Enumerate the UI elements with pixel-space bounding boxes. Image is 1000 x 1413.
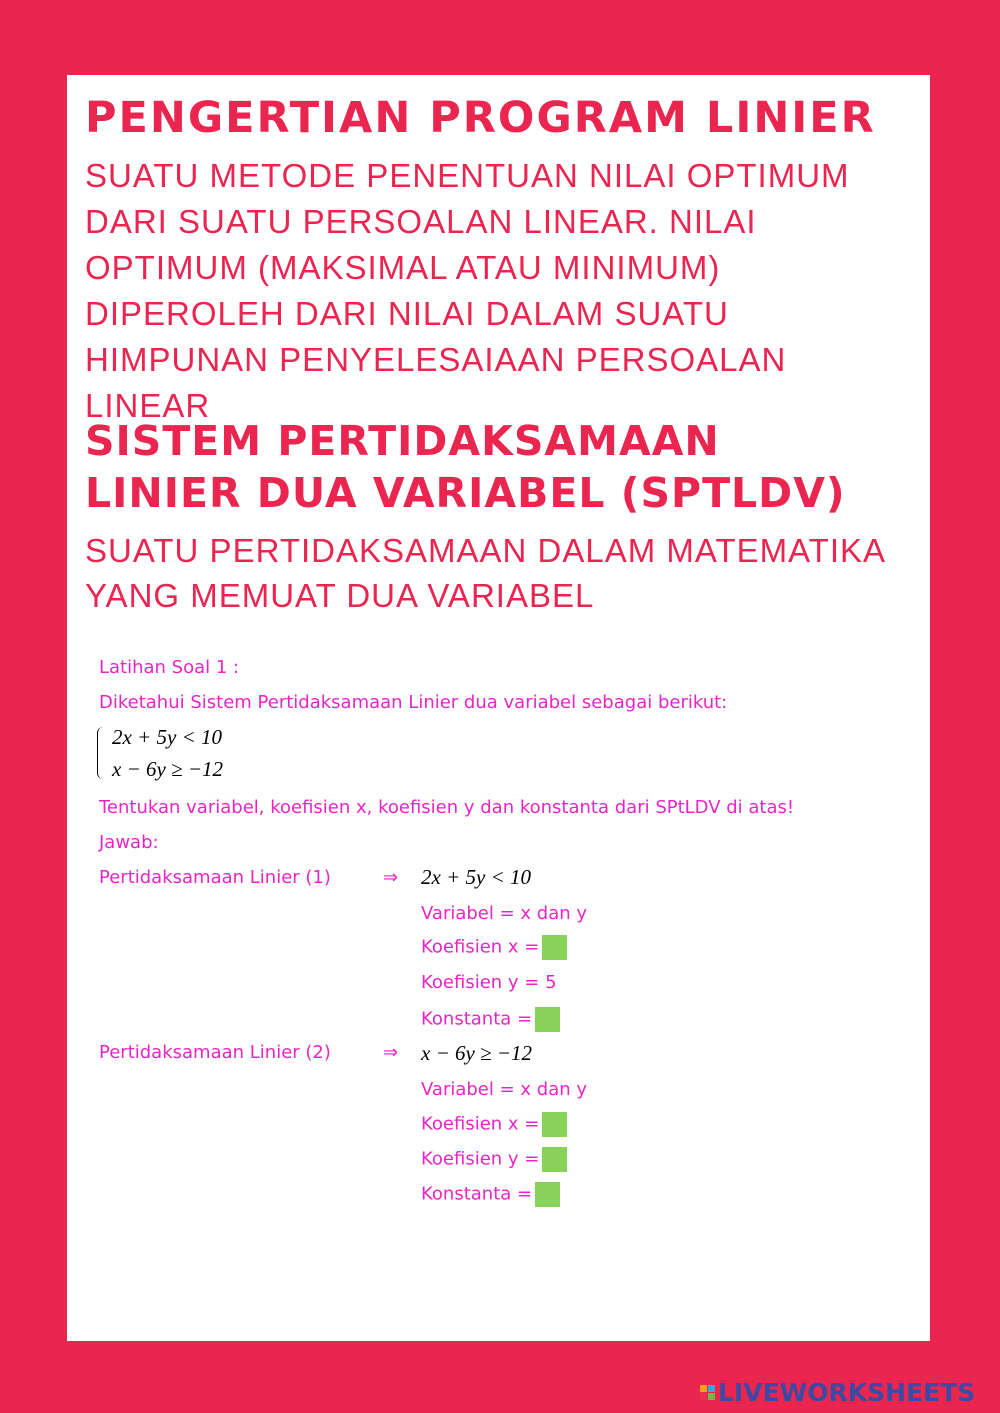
konstanta-label: Konstanta = (421, 1183, 533, 1205)
inequality-2-koef-y (421, 1147, 567, 1172)
liveworksheets-logo-icon (700, 1385, 715, 1400)
inequality-1-koef-y: Koefisien y = 5 (421, 972, 557, 993)
inequality-2-label: Pertidaksamaan Linier (2) (99, 1042, 331, 1063)
inequality-1-variabel: Variabel = x dan y (421, 903, 588, 924)
section1-title: PENGERTIAN PROGRAM LINIER (85, 93, 876, 143)
implies-arrow-icon: ⇒ (383, 867, 399, 888)
inequality-2-equation: x − 6y ≥ −12 (421, 1041, 533, 1065)
konstanta-label: Konstanta = (421, 1008, 533, 1030)
system-equation-2: x − 6y ≥ −12 (112, 757, 224, 781)
system-brace (97, 727, 106, 779)
inequality-1-label: Pertidaksamaan Linier (1) (99, 867, 331, 888)
answer-box-konstanta-1[interactable] (535, 1007, 560, 1032)
inequality-2-konstanta (421, 1182, 560, 1207)
answer-box-koef-x-2[interactable] (542, 1112, 567, 1137)
inequality-2-variabel: Variabel = x dan y (421, 1079, 588, 1100)
section2-title (85, 415, 925, 519)
implies-arrow-icon: ⇒ (383, 1042, 399, 1063)
exercise-heading: Latihan Soal 1 : (99, 657, 240, 678)
section1-body: SUATU METODE PENENTUAN NILAI OPTIMUM DARI SUATU PERSOALAN LINEAR. NILAI OPTIMUM (MAKSIMAL ATAU MINIMUM) DIPEROLEH DARI NILAI DALAM SUATU HIMPUNAN PENYELESAIAAN PERSOALAN LINEAR (85, 157, 850, 424)
inequality-2-koef-x (421, 1112, 567, 1137)
inequality-1-konstanta (421, 1007, 560, 1032)
answer-box-koef-x-1[interactable] (542, 935, 567, 960)
koef-x-label: Koefisien x = (421, 1113, 540, 1135)
section2-body: SUATU PERTIDAKSAMAAN DALAM MATEMATIKA YANG MEMUAT DUA VARIABEL (85, 532, 885, 614)
exercise-intro: Diketahui Sistem Pertidaksamaan Linier dua variabel sebagai berikut: (99, 692, 728, 713)
system-equation-1: 2x + 5y < 10 (112, 725, 222, 749)
liveworksheets-logo[interactable] (700, 1379, 975, 1405)
liveworksheets-brand: LIVEWORKSHEETS (718, 1377, 976, 1407)
inequality-1-equation: 2x + 5y < 10 (421, 865, 531, 889)
answer-box-konstanta-2[interactable] (535, 1182, 560, 1207)
koef-y-label: Koefisien y = (421, 1148, 540, 1170)
answer-label: Jawab: (99, 832, 159, 853)
section2-title-line1: SISTEM PERTIDAKSAMAAN (85, 417, 720, 465)
inequality-1-koef-x (421, 935, 567, 960)
exercise-question: Tentukan variabel, koefisien x, koefisien y dan konstanta dari SPtLDV di atas! (99, 797, 795, 818)
worksheet-page (67, 75, 930, 1341)
koef-x-label: Koefisien x = (421, 936, 540, 958)
answer-box-koef-y-2[interactable] (542, 1147, 567, 1172)
section2-title-line2: LINIER DUA VARIABEL (SPTLDV) (85, 469, 846, 517)
